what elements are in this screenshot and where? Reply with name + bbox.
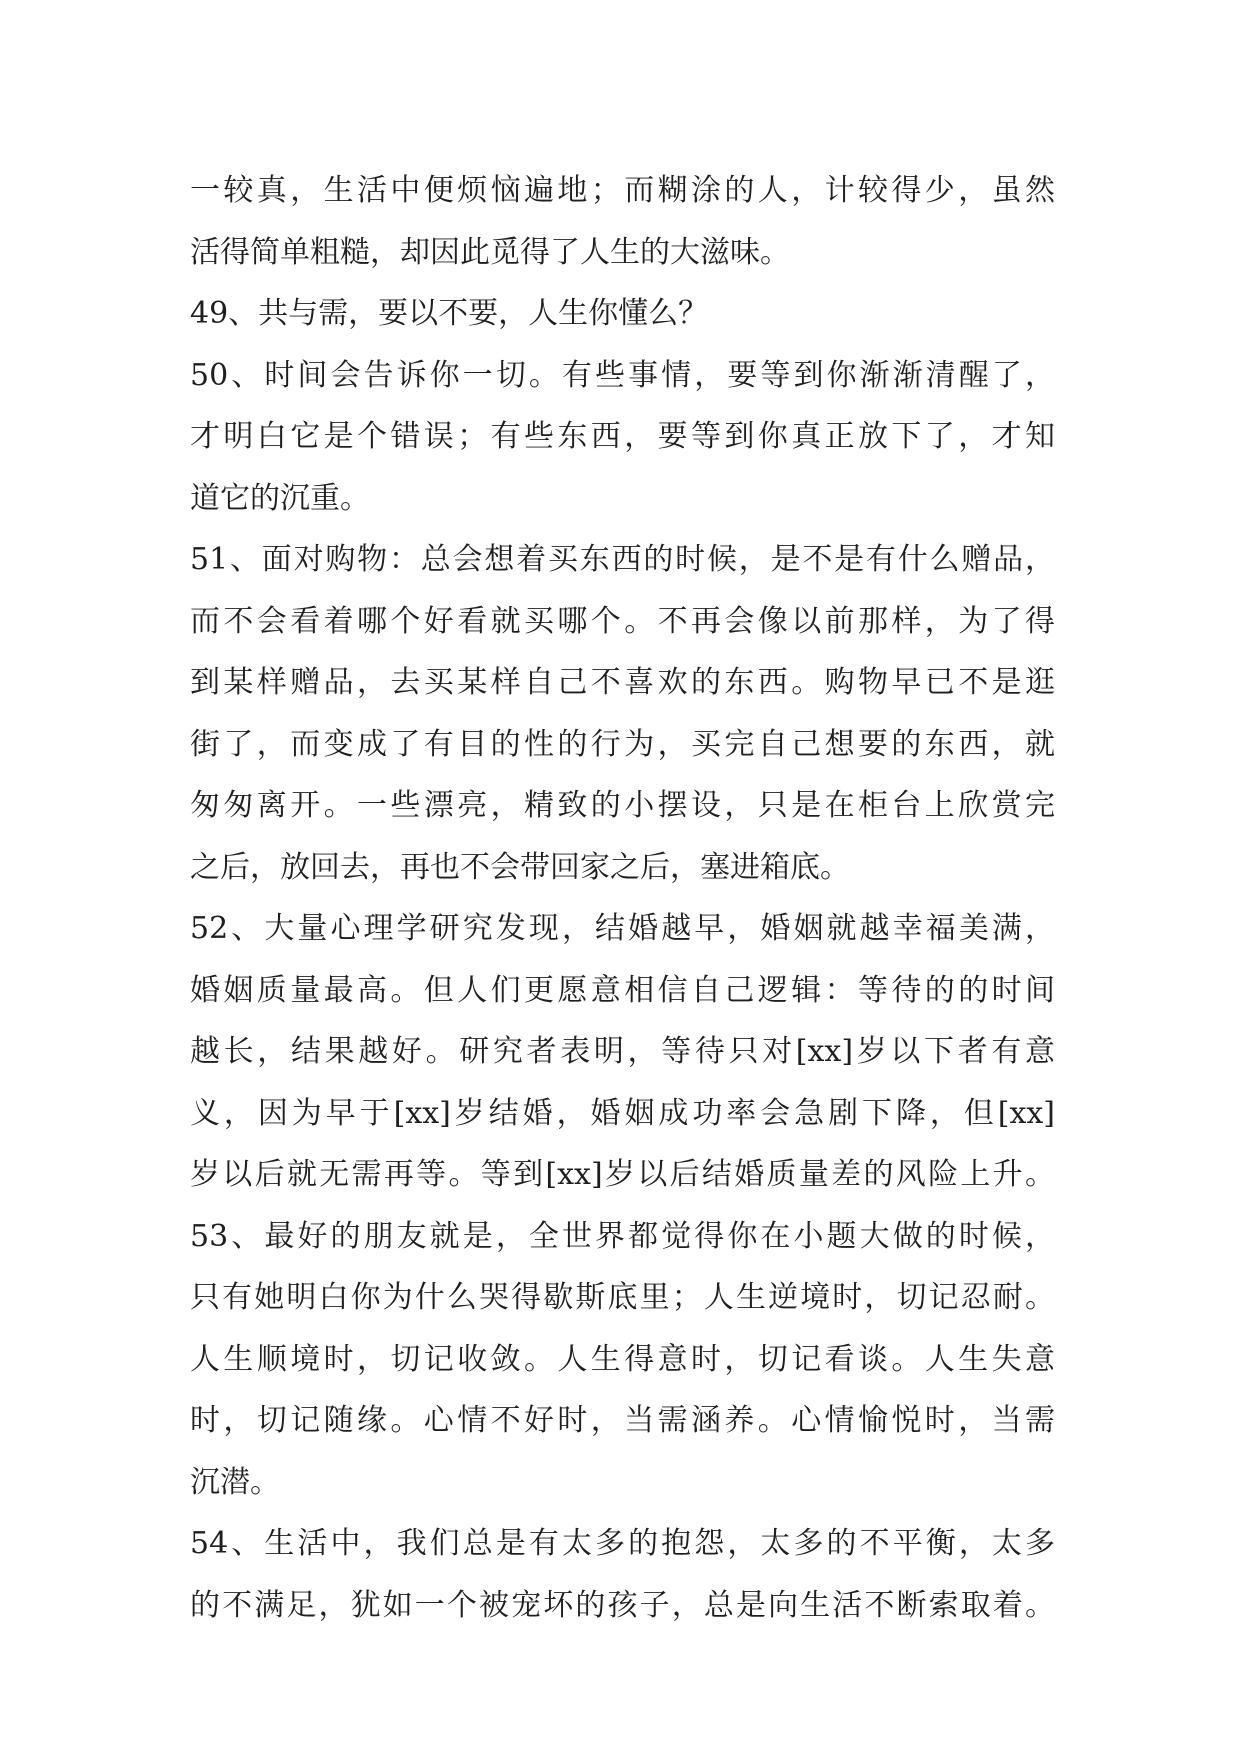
text-line: 沉潜。 [190,1464,280,1500]
text-line: 53、最好的朋友就是，全世界都觉得你在小题大做的时候， [190,1218,1055,1254]
text-line: 49、共与需，要以不要，人生你懂么？ [190,296,709,331]
text-line: 51、面对购物：总会想着买东西的时候，是不是有什么赠品， [190,542,1055,577]
text-line: 活得简单粗糙，却因此觅得了人生的大滋味。 [190,234,790,270]
text-line: 54、生活中，我们总是有太多的抱怨，太多的不平衡，太多 [190,1526,1055,1561]
text-line: 52、大量心理学研究发现，结婚越早，婚姻就越幸福美满， [190,911,1055,946]
text-line: 的不满足，犹如一个被宠坏的孩子，总是向生活不断索取着。 [190,1587,1055,1623]
text-line: 时，切记随缘。心情不好时，当需涵养。心情愉悦时，当需 [190,1403,1055,1438]
text-line: 只有她明白你为什么哭得歇斯底里；人生逆境时，切记忍耐。 [190,1280,1055,1315]
text-line: 才明白它是个错误；有些东西，要等到你真正放下了，才知 [190,419,1055,454]
text-line: 婚姻质量最高。但人们更愿意相信自己逻辑：等待的的时间 [190,972,1055,1008]
text-line: 岁以后就无需再等。等到[xx]岁以后结婚质量差的风险上升。 [190,1157,1055,1192]
text-line: 一较真，生活中便烦恼遍地；而糊涂的人，计较得少，虽然 [190,173,1055,208]
document-body [190,160,1055,1636]
text-line: 越长，结果越好。研究者表明，等待只对[xx]岁以下者有意 [190,1034,1055,1069]
text-line: 义，因为早于[xx]岁结婚，婚姻成功率会急剧下降，但[xx] [190,1095,1055,1131]
text-line: 匆匆离开。一些漂亮，精致的小摆设，只是在柜台上欣赏完 [190,788,1055,823]
text-line: 道它的沉重。 [190,480,370,516]
text-line: 到某样赠品，去买某样自己不喜欢的东西。购物早已不是逛 [190,665,1055,700]
text-line: 50、时间会告诉你一切。有些事情，要等到你渐渐清醒了， [190,357,1055,393]
text-line: 之后，放回去，再也不会带回家之后，塞进箱底。 [190,849,850,885]
text-line: 街了，而变成了有目的性的行为，买完自己想要的东西，就 [190,726,1055,762]
text-line: 人生顺境时，切记收敛。人生得意时，切记看谈。人生失意 [190,1341,1055,1377]
text-line: 而不会看着哪个好看就买哪个。不再会像以前那样，为了得 [190,603,1055,639]
